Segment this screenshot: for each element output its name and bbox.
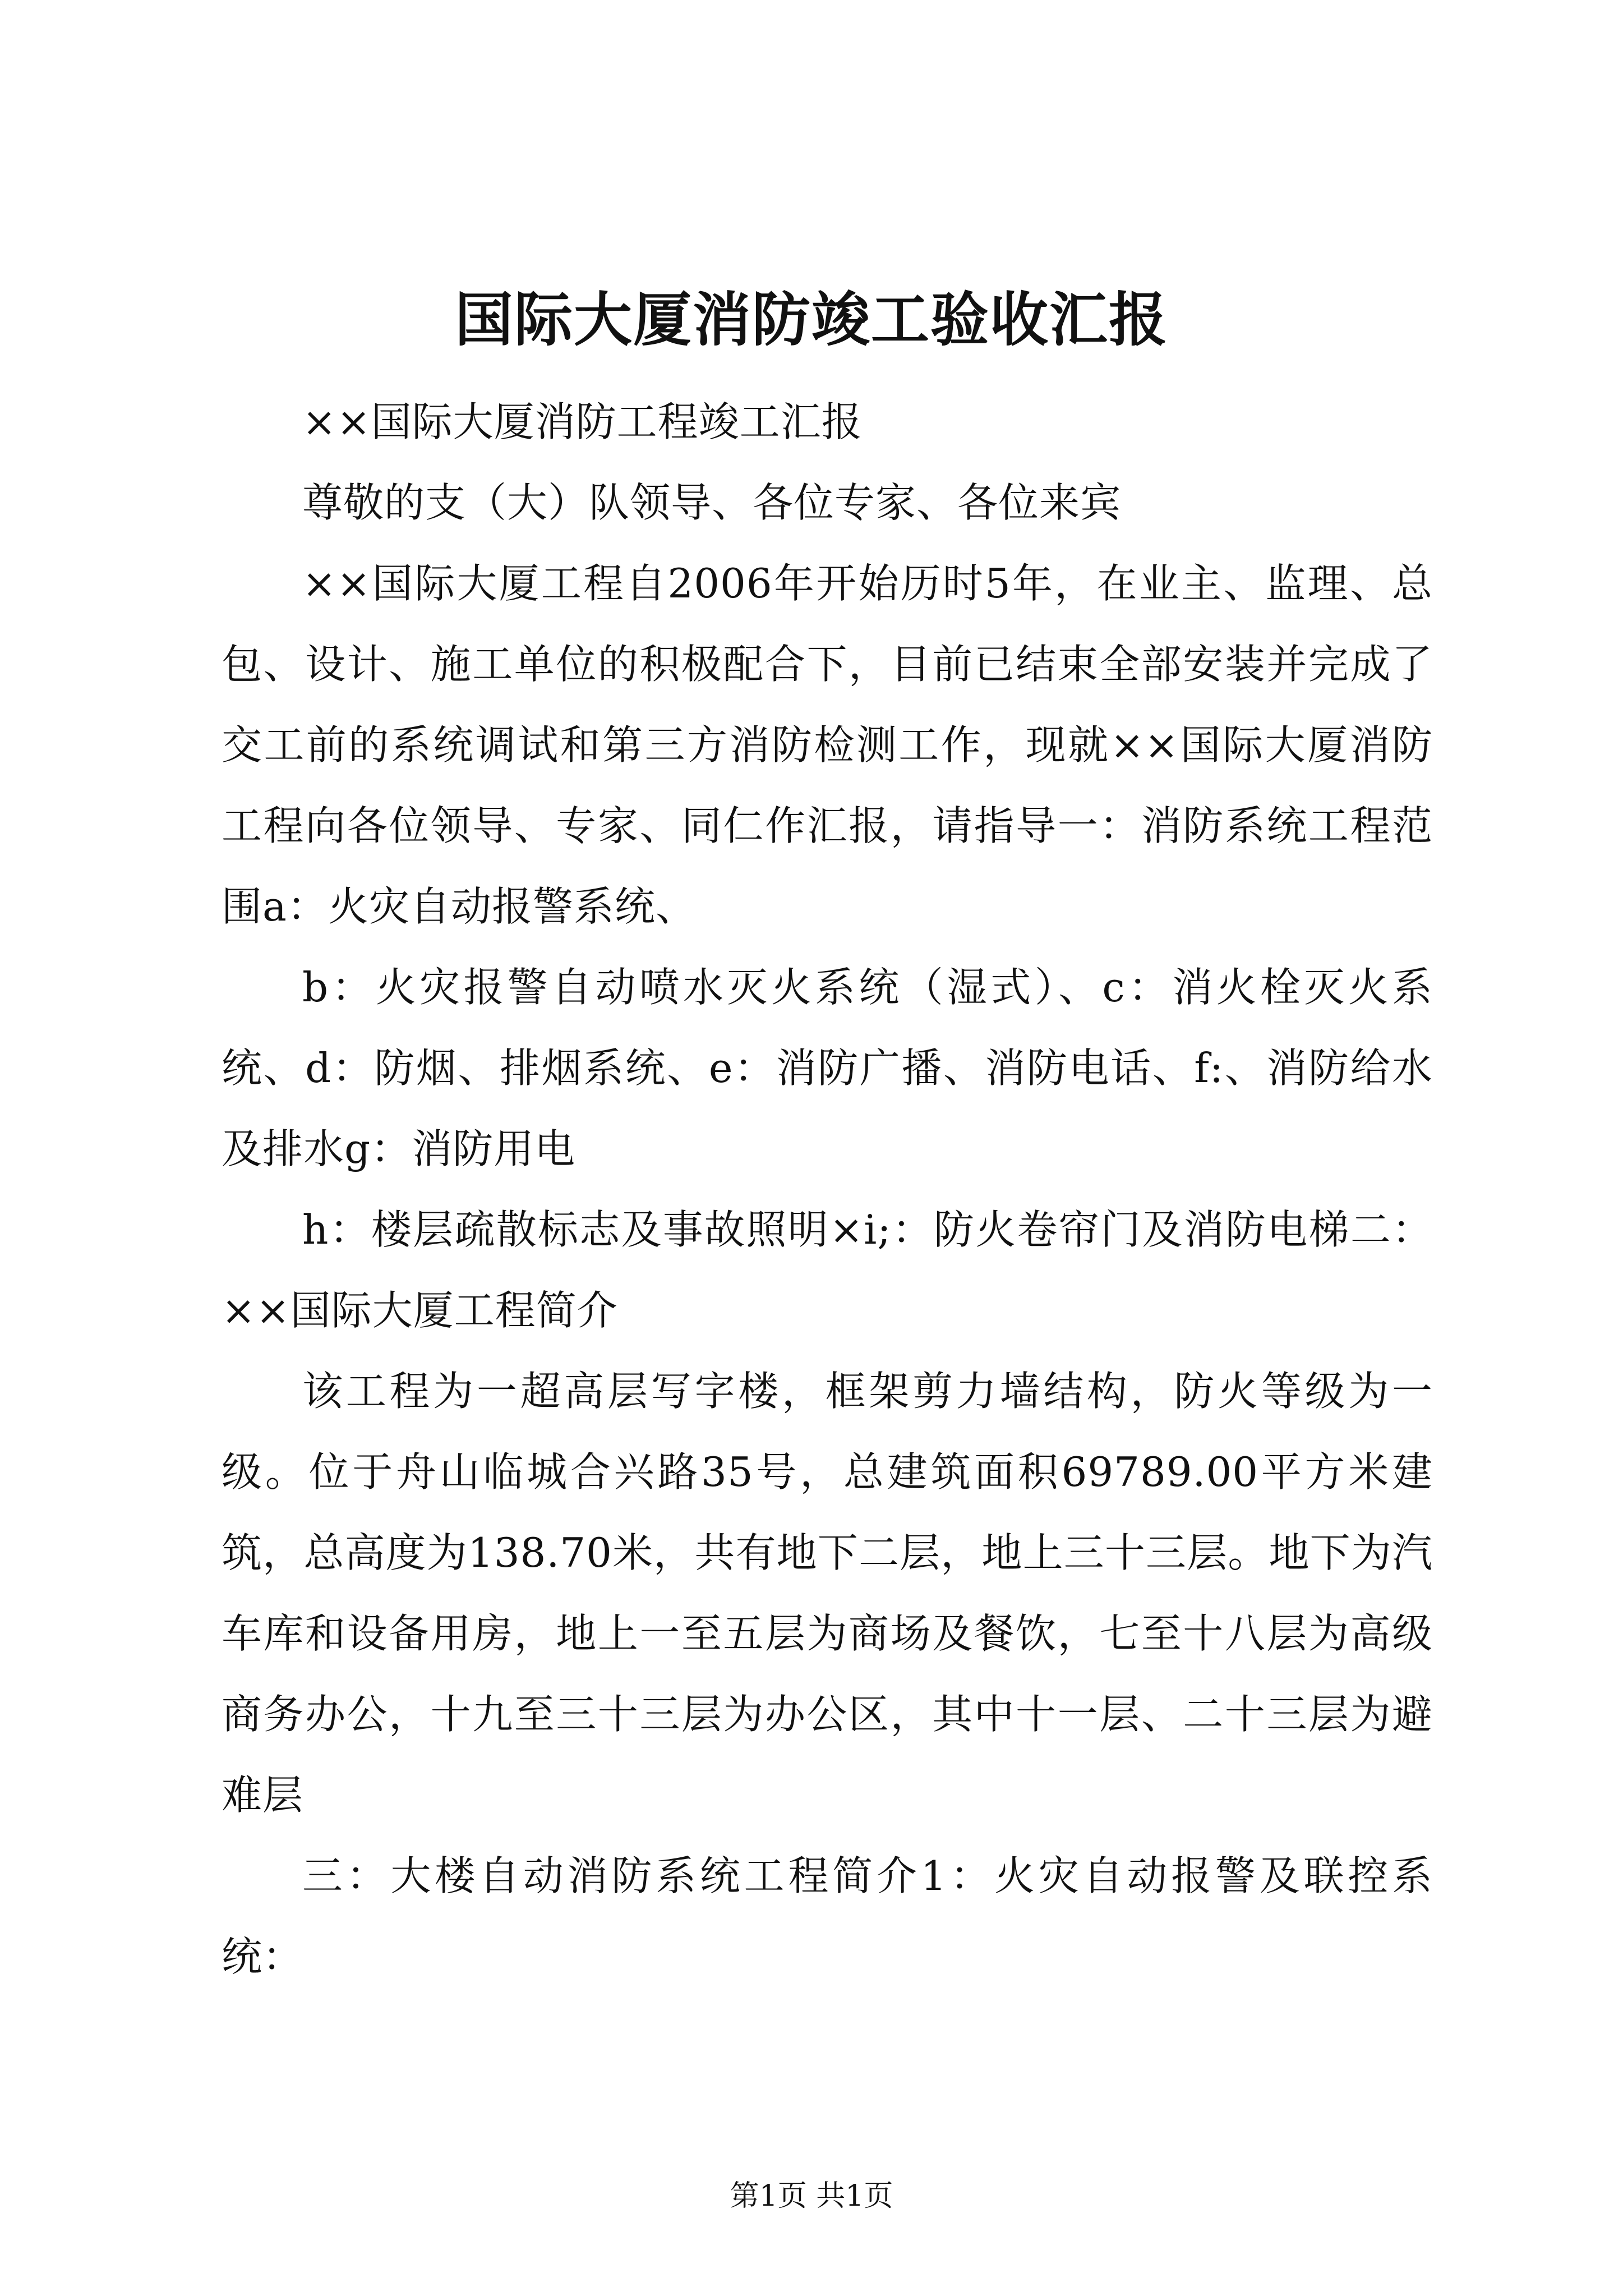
- paragraph-project-description: 该工程为一超高层写字楼，框架剪力墙结构，防火等级为一级。位于舟山临城合兴路35号，总建筑面积69789.00平方米建筑，总高度为138.70米，共有地下二层，地上三十三层。地下为汽车库和设备用房，地上一至五层为商场及餐饮，七至十八层为高级商务办公，十九至三十三层为办公区，其中十一层、二十三层为避难层: [222, 1368, 1433, 1819]
- page-footer: 第1页 共1页: [730, 2179, 893, 2213]
- paragraph-report-heading: ××国际大厦消防工程竣工汇报: [302, 398, 863, 445]
- document-body: [222, 381, 1433, 1997]
- paragraph-introduction: ××国际大厦工程自2006年开始历时5年，在业主、监理、总包、设计、施工单位的积极配合下，目前已结束全部安装并完成了交工前的系统调试和第三方消防检测工作，现就××国际大厦消防工程向各位领导、专家、同仁作汇报，请指导一：消防系统工程范围a：火灾自动报警系统、: [222, 560, 1433, 930]
- paragraph-fire-system-intro: 三：大楼自动消防系统工程简介1：火灾自动报警及联控系统：: [222, 1852, 1433, 1980]
- paragraph-evacuation-and-overview: h：楼层疏散标志及事故照明×i;：防火卷帘门及消防电梯二：××国际大厦工程简介: [222, 1206, 1433, 1334]
- paragraph-salutation: 尊敬的支（大）队领导、各位专家、各位来宾: [302, 479, 1122, 526]
- document-title: 国际大厦消防竣工验收汇报: [454, 285, 1168, 354]
- paragraph-system-scope: b：火灾报警自动喷水灭火系统（湿式）、c：消火栓灭火系统、d：防烟、排烟系统、e：消防广播、消防电话、f:、消防给水及排水g：消防用电: [222, 964, 1433, 1172]
